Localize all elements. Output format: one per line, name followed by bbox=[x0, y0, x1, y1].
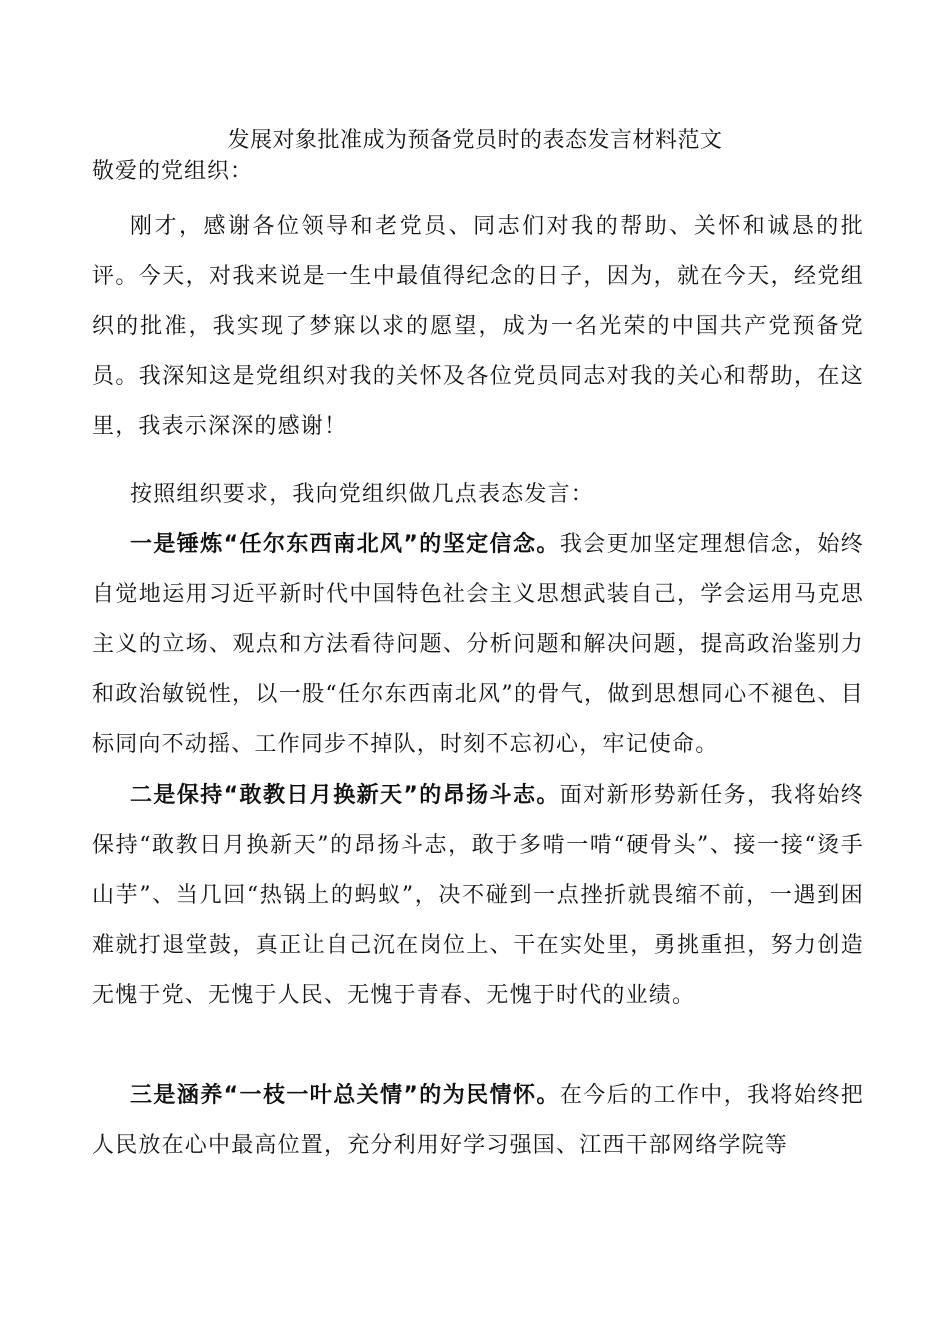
paragraph-lead: 三是涵养“一枝一叶总关情”的为民情怀。 bbox=[130, 1083, 560, 1108]
paragraph-text: 刚才，感谢各位领导和老党员、同志们对我的帮助、关怀和诚恳的批评。今天，对我来说是一生中最值得纪念的日子，因为，就在今天，经党组织的批准，我实现了梦寐以求的愿望，成为一名光荣的中国共产党预备党员。我深知这是党组织对我的关怀及各位党员同志对我的关心和帮助，在这里，我表示深深的感谢！ bbox=[92, 214, 864, 439]
paragraph-intro bbox=[92, 470, 864, 520]
paragraph-point-3 bbox=[92, 1071, 864, 1171]
paragraph-text: 我会更加坚定理想信念，始终自觉地运用习近平新时代中国特色社会主义思想武装自己，学会运用马克思主义的立场、观点和方法看待问题、分析问题和解决问题，提高政治鉴别力和政治敏锐性，以一股“任尔东西南北风”的骨气，做到思想同心不褪色、目标同向不动摇、工作同步不掉队，时刻不忘初心，牢记使命。 bbox=[92, 532, 864, 757]
paragraph-text: 在今后的工作中，我将始终把人民放在心中最高位置，充分利用好学习强国、江西干部网络学院等 bbox=[92, 1083, 864, 1158]
document-title: 发展对象批准成为预备党员时的表态发言材料范文 bbox=[227, 128, 723, 153]
paragraph-lead: 二是保持“敢教日月换新天”的昂扬斗志。 bbox=[130, 783, 560, 808]
paragraph-point-2 bbox=[92, 771, 864, 1021]
paragraph-text: 按照组织要求，我向党组织做几点表态发言： bbox=[130, 482, 595, 507]
paragraph-gratitude bbox=[92, 202, 864, 452]
paragraph-point-1 bbox=[92, 520, 864, 770]
salutation: 敬爱的党组织： bbox=[92, 159, 254, 184]
paragraph-text: 面对新形势新任务，我将始终保持“敢教日月换新天”的昂扬斗志，敢于多啃一啃“硬骨头”、接一接“烫手山芋”、当几回“热锅上的蚂蚁”，决不碰到一点挫折就畏缩不前，一遇到困难就打退堂鼓，真正让自己沉在岗位上、干在实处里，勇挑重担，努力创造无愧于党、无愧于人民、无愧于青春、无愧于时代的业绩。 bbox=[92, 783, 864, 1008]
paragraph-lead: 一是锤炼“任尔东西南北风”的坚定信念。 bbox=[130, 532, 560, 557]
